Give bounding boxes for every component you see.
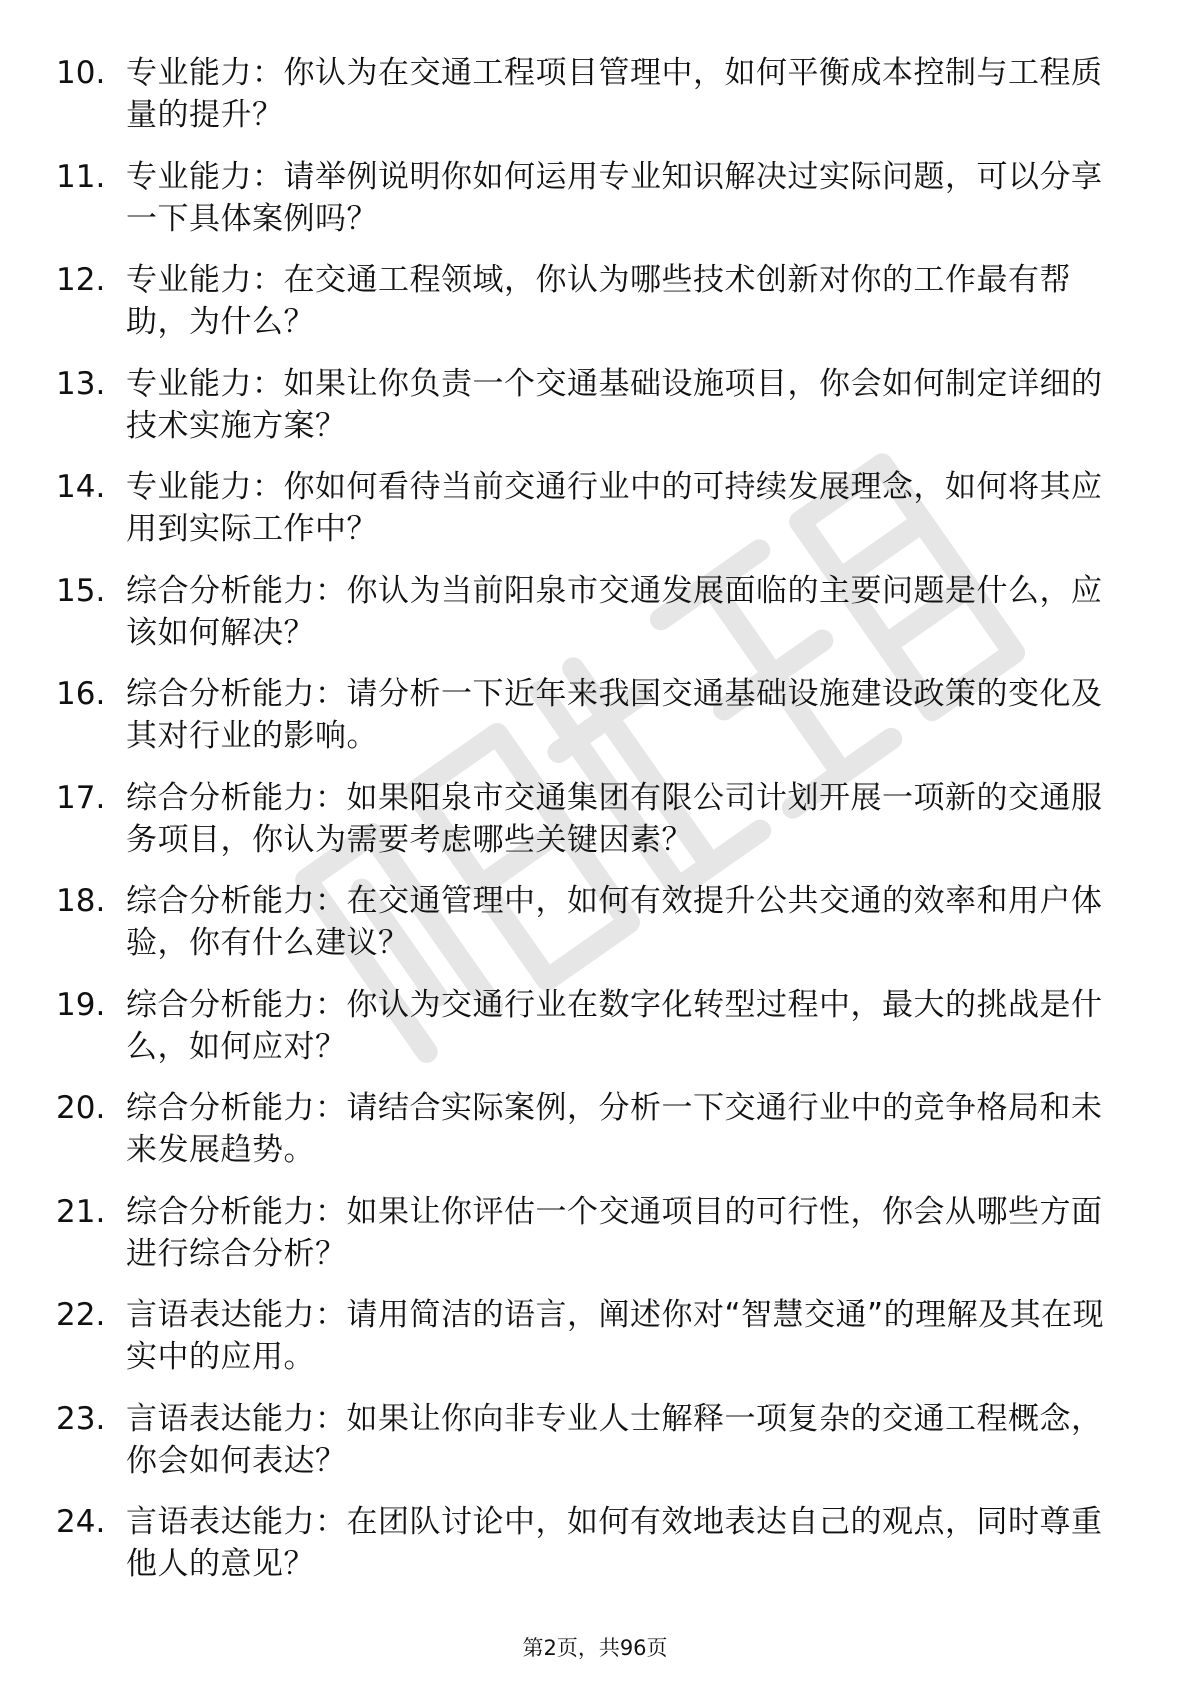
question-text: 综合分析能力：你认为当前阳泉市交通发展面临的主要问题是什么，应该如何解决？ — [126, 572, 1103, 651]
question-item — [56, 363, 1106, 467]
question-text: 专业能力：如果让你负责一个交通基础设施项目，你会如何制定详细的技术实施方案？ — [126, 365, 1103, 444]
question-text: 综合分析能力：在交通管理中，如何有效提升公共交通的效率和用户体验，你有什么建议？ — [126, 883, 1103, 961]
question-number: 21. — [56, 1193, 106, 1230]
question-text: 综合分析能力：请结合实际案例，分析一下交通行业中的竞争格局和未来发展趋势。 — [126, 1090, 1103, 1168]
question-number: 15. — [56, 572, 106, 609]
question-item — [56, 777, 1106, 881]
question-item — [56, 466, 1106, 570]
question-number: 12. — [56, 262, 106, 298]
question-text: 言语表达能力：如果让你向非专业人士解释一项复杂的交通工程概念，你会如何表达？ — [126, 1400, 1103, 1479]
question-text: 专业能力：在交通工程领域，你认为哪些技术创新对你的工作最有帮助，为什么？ — [126, 262, 1071, 340]
question-text: 综合分析能力：如果让你评估一个交通项目的可行性，你会从哪些方面进行综合分析？ — [126, 1193, 1103, 1272]
question-text: 言语表达能力：在团队讨论中，如何有效地表达自己的观点，同时尊重他人的意见？ — [126, 1504, 1103, 1582]
question-number: 20. — [56, 1090, 106, 1126]
question-text: 专业能力：你认为在交通工程项目管理中，如何平衡成本控制与工程质量的提升？ — [126, 55, 1103, 133]
question-number: 24. — [56, 1504, 106, 1540]
question-number: 13. — [56, 365, 106, 402]
question-number: 11. — [56, 158, 106, 195]
question-item — [56, 880, 1106, 984]
question-number: 14. — [56, 469, 106, 505]
question-text: 综合分析能力：你认为交通行业在数字化转型过程中，最大的挑战是什么，如何应对？ — [126, 986, 1103, 1065]
question-number: 23. — [56, 1400, 106, 1437]
question-number: 19. — [56, 986, 106, 1023]
question-number: 16. — [56, 676, 106, 712]
question-item — [56, 52, 1106, 156]
question-item — [56, 259, 1106, 363]
question-item — [56, 1501, 1106, 1605]
question-item — [56, 984, 1106, 1088]
page-footer: 第2页，共96页 — [522, 1636, 668, 1660]
question-item — [56, 673, 1106, 777]
question-item — [56, 1294, 1106, 1398]
question-text: 专业能力：请举例说明你如何运用专业知识解决过实际问题，可以分享一下具体案例吗？ — [126, 158, 1103, 237]
question-list — [56, 52, 1106, 1605]
question-item — [56, 570, 1106, 674]
question-number: 22. — [56, 1297, 106, 1333]
question-text: 综合分析能力：如果阳泉市交通集团有限公司计划开展一项新的交通服务项目，你认为需要考虑哪些关键因素？ — [126, 779, 1103, 858]
question-number: 10. — [56, 55, 106, 91]
question-item — [56, 156, 1106, 260]
question-item — [56, 1398, 1106, 1502]
question-text: 综合分析能力：请分析一下近年来我国交通基础设施建设政策的变化及其对行业的影响。 — [126, 676, 1103, 754]
question-number: 17. — [56, 779, 106, 816]
question-item — [56, 1087, 1106, 1191]
question-text: 专业能力：你如何看待当前交通行业中的可持续发展理念，如何将其应用到实际工作中？ — [126, 469, 1103, 547]
question-number: 18. — [56, 883, 106, 919]
question-item — [56, 1191, 1106, 1295]
question-text: 言语表达能力：请用简洁的语言，阐述你对“智慧交通”的理解及其在现实中的应用。 — [126, 1297, 1105, 1375]
